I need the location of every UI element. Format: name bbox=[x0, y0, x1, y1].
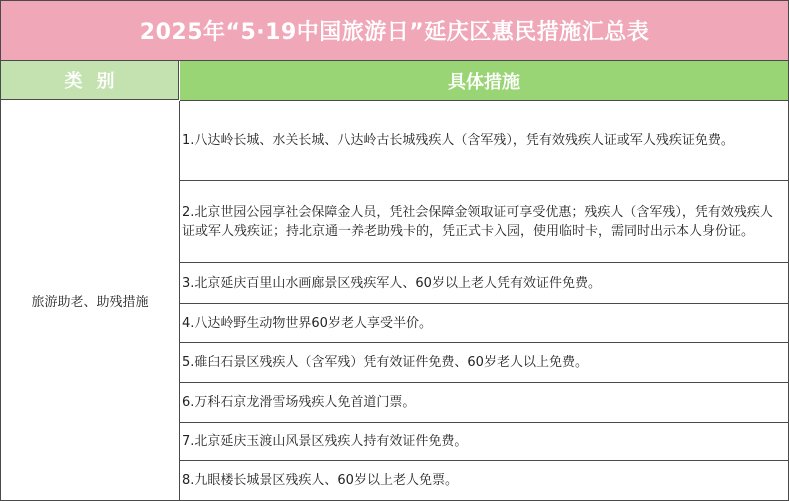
measure-row-4: 4.八达岭野生动物世界60岁老人享受半价。 bbox=[180, 304, 788, 343]
measure-row-8: 8.九眼楼长城景区残疾人、60岁以上老人免票。 bbox=[182, 473, 458, 488]
measure-row-1: 1.八达岭长城、水关长城、八达岭古长城残疾人（含军残），凭有效残疾人证或军人残疾证免费。 bbox=[180, 101, 788, 181]
measure-row-5: 5.碓臼石景区残疾人（含军残）凭有效证件免费、60岁老人以上免费。 bbox=[180, 343, 788, 383]
measures-column-header: 具体措施 bbox=[180, 61, 788, 101]
category-cell: 旅游助老、助残措施 bbox=[1, 101, 180, 500]
measure-row-7: 7.北京延庆玉渡山风景区残疾人持有效证件免费。 bbox=[180, 423, 788, 461]
measures-list bbox=[180, 101, 788, 500]
category-column-header: 类别 bbox=[1, 61, 179, 100]
measure-row-3: 3.北京延庆百里山水画廊景区残疾军人、60岁以上老人凭有效证件免费。 bbox=[180, 263, 788, 304]
table-title: 2025年“5·19中国旅游日”延庆区惠民措施汇总表 bbox=[1, 1, 788, 61]
measure-row-6: 6.万科石京龙滑雪场残疾人免首道门票。 bbox=[180, 383, 788, 423]
measure-row-2: 2.北京世园公园享社会保障金人员，凭社会保障金领取证可享受优惠；残疾人（含军残），凭有效残疾人证或军人残疾证；持北京通一养老助残卡的，凭正式卡入园，使用临时卡，需同时出示本人身份证。 bbox=[180, 181, 788, 263]
